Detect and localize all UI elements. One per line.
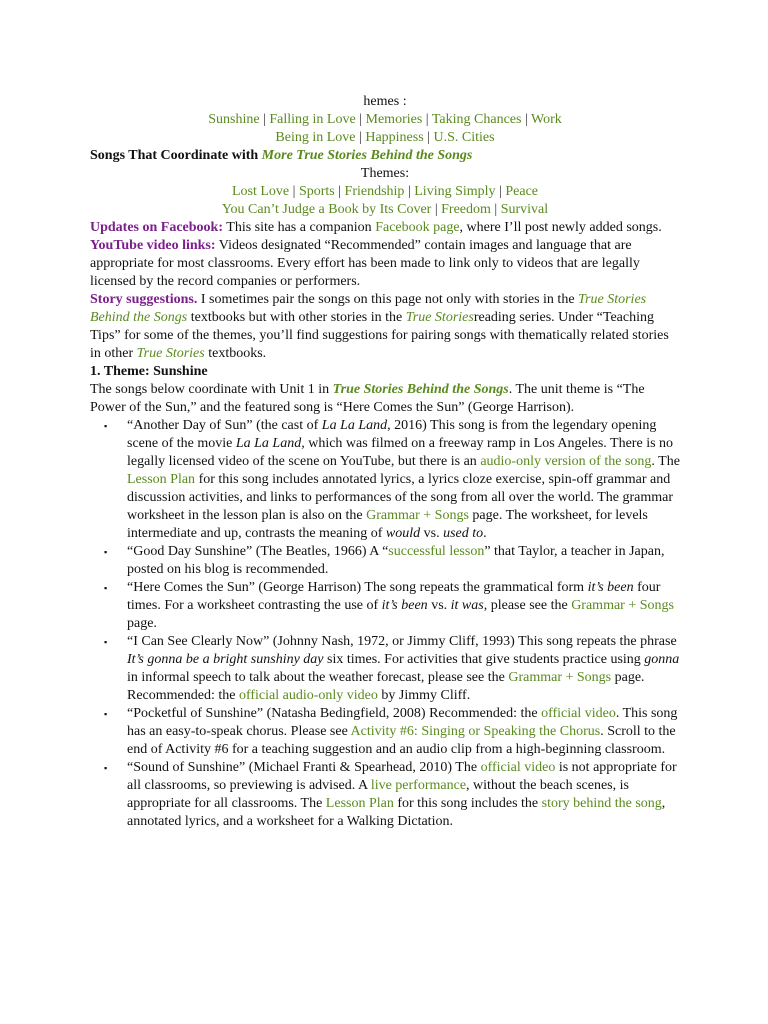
song-text: in informal speech to talk about the weather forecast, please see the <box>127 670 509 685</box>
activity-6-link[interactable]: Activity #6: Singing or Speaking the Chorus <box>350 724 601 739</box>
song-text: page. <box>127 616 157 631</box>
book-link-true-stories[interactable]: True Stories <box>405 310 474 325</box>
bullet-icon: ▪ <box>104 583 108 593</box>
theme-link-friendship[interactable]: Friendship <box>344 184 405 199</box>
separator: | <box>292 184 296 199</box>
song-text: by Jimmy Cliff. <box>377 688 471 703</box>
coordinate-heading-prefix: Songs That Coordinate with <box>90 148 262 163</box>
song-italic: it’s been <box>587 580 634 595</box>
themes-row-4 <box>90 201 680 219</box>
song-text: which was filmed on a freeway ramp in Los Angeles. There is no legally licensed video of the scene on YouTube, but there is an <box>127 436 674 469</box>
youtube-text: Videos designated “Recommended” contain images and language that are appropriate for most classrooms. Every effort has been made to link only to videos that are legally licensed by the record companies or performers. <box>90 238 640 289</box>
document-page <box>90 93 680 831</box>
theme-link-us-cities[interactable]: U.S. Cities <box>433 130 495 145</box>
bullet-icon: ▪ <box>104 421 108 431</box>
theme-link-survival[interactable]: Survival <box>500 202 549 217</box>
song-text: “I Can See Clearly Now” (Johnny Nash, 1972, or Jimmy Cliff, 1993) This song repeats the phrase <box>127 634 677 649</box>
list-item <box>104 417 680 543</box>
themes-row-2 <box>90 129 680 147</box>
song-text: , 2016) This song is from the legendary opening scene of the movie <box>127 418 657 451</box>
facebook-text: This site has a companion <box>223 220 376 235</box>
theme-link-freedom[interactable]: Freedom <box>441 202 491 217</box>
song-text: vs. <box>420 526 444 541</box>
song-text: four times. For a worksheet contrasting the use of <box>127 580 661 613</box>
book-link-more-true-stories[interactable]: More True Stories Behind the Songs <box>261 148 473 163</box>
themes-row-1 <box>90 111 680 129</box>
theme-link-sports[interactable]: Sports <box>298 184 335 199</box>
list-item <box>104 633 680 705</box>
official-video-link[interactable]: official video <box>541 706 616 721</box>
theme-link-living-simply[interactable]: Living Simply <box>414 184 496 199</box>
song-text: “Another Day of Sun” (the cast of <box>127 418 322 433</box>
song-italic: it’s been <box>381 598 428 613</box>
song-text: “Pocketful of Sunshine” (Natasha Bedingfield, 2008) Recommended: the <box>127 706 542 721</box>
separator: | <box>263 112 266 127</box>
song-italic: it was <box>450 598 484 613</box>
song-text: . Scroll to the end of Activity #6 for a teaching suggestion and an audio clip from a high-beginning classroom. <box>127 724 676 757</box>
coordinate-heading <box>90 147 680 165</box>
youtube-paragraph <box>90 237 680 291</box>
theme1-text: The songs below coordinate with Unit 1 in <box>90 382 333 397</box>
theme-link-sunshine[interactable]: Sunshine <box>208 112 260 127</box>
story-label: Story suggestions. <box>90 292 198 307</box>
bullet-icon: ▪ <box>104 547 108 557</box>
theme1-text: . The unit theme is “The Power of the Sun,” and the featured song is “Here Comes the Sun” (George Harrison). <box>90 382 645 415</box>
list-item <box>104 579 680 633</box>
story-text: I sometimes pair the songs on this page not only with stories in the <box>197 292 579 307</box>
theme-link-being-in-love[interactable]: Being in Love <box>275 130 356 145</box>
separator: | <box>425 112 429 127</box>
song-text: , without the beach scenes, is appropriate for all classrooms. The <box>127 778 629 811</box>
separator: | <box>524 112 528 127</box>
song-text: , please see the <box>483 598 572 613</box>
audio-only-link[interactable]: audio-only version of the song <box>480 454 652 469</box>
separator: | <box>359 130 362 145</box>
song-text: “Here Comes the Sun” (George Harrison) The song repeats the grammatical form <box>127 580 588 595</box>
lesson-plan-link[interactable]: Lesson Plan <box>325 796 394 811</box>
separator: | <box>427 130 430 145</box>
song-italic: used to <box>443 526 484 541</box>
song-text: “Sound of Sunshine” (Michael Franti & Spearhead, 2010) The <box>127 760 481 775</box>
theme-link-taking-chances[interactable]: Taking Chances <box>431 112 522 127</box>
song-text: , annotated lyrics, and a worksheet for a Walking Dictation. <box>127 796 666 829</box>
facebook-label: Updates on Facebook: <box>90 220 224 235</box>
facebook-text-end: , where I’ll post newly added songs. <box>459 220 662 235</box>
grammar-songs-link[interactable]: Grammar + Songs <box>571 598 674 613</box>
book-link-true-stories-2[interactable]: True Stories <box>136 346 205 361</box>
song-text: . The <box>651 454 680 469</box>
song-text: six times. For activities that give students practice using <box>323 652 645 667</box>
book-link-true-stories-behind[interactable]: True Stories Behind the Songs <box>90 292 647 325</box>
theme1-heading: 1. Theme: Sunshine <box>90 364 208 379</box>
bullet-icon: ▪ <box>104 763 108 773</box>
official-video-link[interactable]: official video <box>480 760 556 775</box>
list-item <box>104 759 680 831</box>
song-text: for this song includes the <box>393 796 542 811</box>
youtube-label: YouTube video links: <box>90 238 216 253</box>
separator: | <box>434 202 438 217</box>
official-audio-video-link[interactable]: official audio-only video <box>238 688 378 703</box>
separator: | <box>338 184 342 199</box>
story-text: reading series. Under “Teaching Tips” for some of the themes, you’ll find suggestions for pairing songs with thematically related stories in other <box>90 310 669 361</box>
theme-link-memories[interactable]: Memories <box>365 112 423 127</box>
separator: | <box>359 112 363 127</box>
story-behind-song-link[interactable]: story behind the song <box>541 796 662 811</box>
song-text: page. Recommended: the <box>127 670 645 703</box>
song-text: ” that Taylor, a teacher in Japan, posted on his blog is recommended. <box>127 544 665 577</box>
theme-link-happiness[interactable]: Happiness <box>365 130 424 145</box>
separator: | <box>499 184 502 199</box>
story-paragraph <box>90 291 680 363</box>
successful-lesson-link[interactable]: successful lesson <box>388 544 485 559</box>
theme-link-work[interactable]: Work <box>531 112 562 127</box>
song-text: . <box>483 526 487 541</box>
facebook-paragraph <box>90 219 680 237</box>
facebook-page-link[interactable]: Facebook page <box>375 220 460 235</box>
song-text: “Good Day Sunshine” (The Beatles, 1966) A “ <box>127 544 389 559</box>
song-italic: It’s gonna be a bright sunshiny day <box>127 652 324 667</box>
bullet-icon: ▪ <box>104 637 108 647</box>
song-title-italic: La La Land <box>321 418 388 433</box>
song-text: vs. <box>427 598 451 613</box>
themes-header-2: Themes: <box>360 166 410 181</box>
lesson-plan-link[interactable]: Lesson Plan <box>127 472 196 487</box>
theme1-intro <box>90 381 680 417</box>
story-text: textbooks but with other stories in the <box>187 310 406 325</box>
theme-link-judge-a-book[interactable]: You Can’t Judge a Book by Its Cover <box>221 202 432 217</box>
separator: | <box>494 202 498 217</box>
bullet-icon: ▪ <box>104 709 108 719</box>
song-text: for this song includes annotated lyrics, a lyrics cloze exercise, spin-off grammar and discussion activities, and links to performances of the song from all over the world. The grammar worksheet in the lesson plan is also on the <box>127 472 673 523</box>
song-text: . This song has an easy-to-speak chorus. Please see <box>127 706 678 739</box>
song-list <box>90 417 680 831</box>
list-item <box>104 705 680 759</box>
book-link-true-stories-behind-2[interactable]: True Stories Behind the Songs <box>332 382 509 397</box>
themes-header: hemes : <box>363 94 407 109</box>
grammar-songs-link[interactable]: Grammar + Songs <box>508 670 612 685</box>
theme-link-lost-love[interactable]: Lost Love <box>231 184 290 199</box>
song-text: page. The worksheet, for levels intermediate and up, contrasts the meaning of <box>127 508 648 541</box>
list-item <box>104 543 680 579</box>
song-italic: gonna <box>644 652 680 667</box>
live-performance-link[interactable]: live performance <box>370 778 467 793</box>
theme-link-peace[interactable]: Peace <box>505 184 539 199</box>
separator: | <box>407 184 411 199</box>
theme-link-falling-in-love[interactable]: Falling in Love <box>269 112 356 127</box>
song-text: is not appropriate for all classrooms, so previewing is advised. A <box>127 760 677 793</box>
story-text: textbooks. <box>204 346 267 361</box>
grammar-songs-link[interactable]: Grammar + Songs <box>366 508 469 523</box>
song-italic: would <box>385 526 421 541</box>
song-title-italic: La La Land, <box>235 436 305 451</box>
themes-row-3 <box>90 183 680 201</box>
